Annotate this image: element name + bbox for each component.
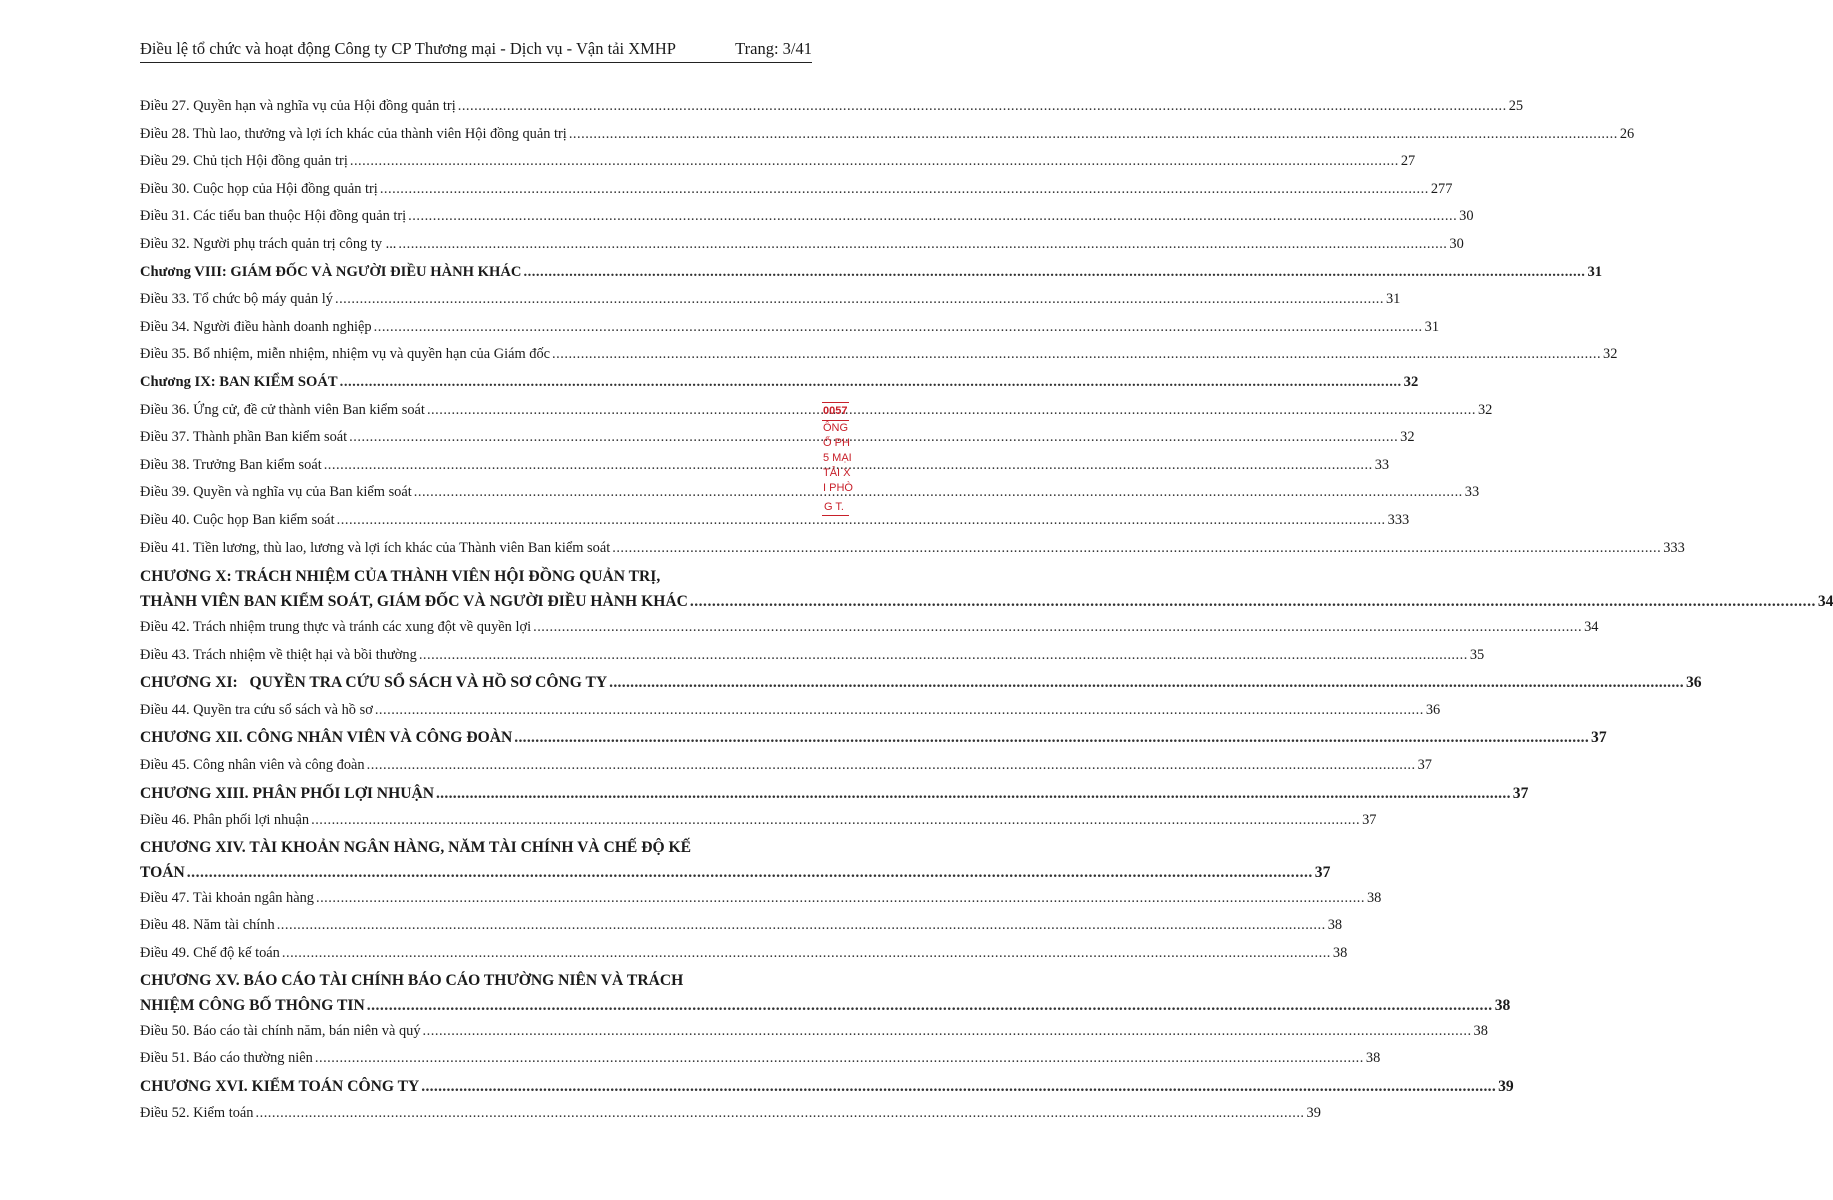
toc-entry-label: Điều 52. Kiểm toán [140,1105,254,1122]
toc-entry-label: Điều 28. Thù lao, thưởng và lợi ích khác của thành viên Hội đồng quản trị [140,125,567,142]
toc-chapter-label: CHƯƠNG XII. CÔNG NHÂN VIÊN VÀ CÔNG ĐOÀN [140,729,513,747]
toc-entry-page: 31 [1385,291,1401,308]
toc-entry-page: 38 [1332,945,1348,962]
leader-dots [427,397,1476,425]
toc-chapter-entry[interactable] [140,968,1511,1018]
company-stamp [822,402,853,532]
toc-entry-page: 333 [1387,511,1410,528]
toc-entry-page: 333 [1663,539,1685,556]
leader-dots [423,1018,1472,1046]
leader-dots [350,148,1399,176]
toc-chapter-label-line1: CHƯƠNG XIV. TÀI KHOẢN NGÂN HÀNG, NĂM TÀI CHÍNH VÀ CHẾ ĐỘ KẾ [140,838,692,856]
leader-dots [282,940,1331,968]
toc-entry[interactable] [140,314,1440,342]
toc-entry[interactable] [140,885,1382,913]
toc-entry-page: 32 [1400,429,1415,446]
stamp-text: Ổ PH [823,437,850,449]
leader-dots [552,341,1601,369]
leader-dots [414,479,1463,507]
leader-dots [337,507,1386,535]
toc-entry-label: Điều 45. Công nhân viên và công đoàn [140,757,365,774]
leader-dots [256,1100,1305,1128]
leader-dots [316,885,1365,913]
toc-entry-page: 30 [1449,235,1464,252]
toc-entry-page: 36 [1425,701,1441,718]
toc-chapter-label: THÀNH VIÊN BAN KIỂM SOÁT, GIÁM ĐỐC VÀ NGƯỜI ĐIỀU HÀNH KHÁC [140,593,688,611]
toc-entry[interactable] [140,148,1416,176]
leader-dots [408,203,1457,231]
toc-entry-label: Điều 30. Cuộc họp của Hội đồng quản trị [140,180,378,197]
toc-entry-label: Điều 49. Chế độ kế toán [140,945,280,962]
toc-entry-label: Điều 47. Tài khoản ngân hàng [140,889,314,906]
toc-chapter-label-line1: CHƯƠNG XV. BÁO CÁO TÀI CHÍNH BÁO CÁO THƯỜNG NIÊN VÀ TRÁCH [140,971,684,989]
leader-dots [612,535,1661,563]
toc-entry[interactable] [140,535,1685,563]
toc-entry-page: 38 [1473,1022,1488,1039]
leader-dots [367,993,1493,1018]
toc-chapter-label: Chương VIII: GIÁM ĐỐC VÀ NGƯỜI ĐIỀU HÀNH KHÁC [140,263,522,280]
toc-chapter-entry[interactable] [140,724,1607,752]
toc-chapter-entry[interactable] [140,669,1702,697]
toc-entry-page: 39 [1306,1105,1321,1122]
toc-entry-page: 38 [1494,996,1511,1014]
leader-dots [375,697,1424,725]
toc-entry[interactable] [140,176,1453,204]
toc-entry-page: 32 [1403,373,1419,390]
toc-entry-label: Điều 29. Chủ tịch Hội đồng quản trị [140,153,348,170]
toc-entry-label: Điều 41. Tiền lương, thù lao, lương và lợi ích khác của Thành viên Ban kiểm soát [140,539,611,556]
toc-entry-page: 31 [1587,263,1603,280]
toc-entry-page: 27 [1400,153,1416,170]
toc-entry[interactable] [140,807,1377,835]
leader-dots [398,231,1447,259]
toc-entry-label: Điều 39. Quyền và nghĩa vụ của Ban kiểm soát [140,484,412,501]
leader-dots [609,669,1684,697]
toc-entry[interactable] [140,93,1524,121]
toc-entry[interactable] [140,912,1343,940]
toc-entry-label: Điều 35. Bổ nhiệm, miễn nhiệm, nhiệm vụ và quyền hạn của Giám đốc [140,346,551,363]
toc-chapter-entry[interactable] [140,259,1603,287]
toc-entry-page: 33 [1374,456,1390,473]
leader-dots [419,642,1468,670]
stamp-text: 0057 [822,402,849,421]
toc-chapter-label: TOÁN [140,863,185,881]
page-number: Trang: 3/41 [735,39,812,58]
toc-entry-page: 31 [1424,318,1440,335]
toc-entry-label: Điều 50. Báo cáo tài chính năm, bán niên và quý [140,1022,421,1039]
toc-entry-page: 32 [1477,401,1493,418]
toc-entry[interactable] [140,286,1401,314]
toc-entry-page: 32 [1603,346,1618,363]
toc-entry-page: 34 [1584,619,1599,636]
toc-entry[interactable] [140,642,1485,670]
toc-entry-page: 37 [1362,812,1377,829]
toc-entry[interactable] [140,1018,1488,1046]
leader-dots [187,860,1313,885]
leader-dots [514,724,1589,752]
toc-entry[interactable] [140,1100,1321,1128]
leader-dots [523,259,1585,287]
leader-dots [315,1045,1364,1073]
toc-chapter-entry[interactable] [140,780,1529,808]
toc-entry-label: Điều 40. Cuộc họp Ban kiểm soát [140,511,335,528]
toc-entry-label: Điều 51. Báo cáo thường niên [140,1050,313,1067]
toc-chapter-label: CHƯƠNG XVI. KIỂM TOÁN CÔNG TY [140,1077,420,1095]
toc-entry-label: Điều 37. Thành phần Ban kiểm soát [140,429,348,446]
leader-dots [340,369,1402,397]
toc-entry-label: Điều 27. Quyền hạn và nghĩa vụ của Hội đồng quản trị [140,98,456,114]
leader-dots [569,121,1618,149]
toc-entry-label: Điều 31. Các tiểu ban thuộc Hội đồng quản trị [140,208,407,225]
toc-chapter-label: NHIỆM CÔNG BỐ THÔNG TIN [140,996,365,1014]
leader-dots [349,424,1398,452]
toc-entry-page: 277 [1430,180,1453,197]
toc-entry-page: 30 [1459,208,1474,225]
toc-entry-page: 37 [1417,757,1432,774]
toc-entry[interactable] [140,1045,1381,1073]
toc-entry-page: 39 [1498,1077,1514,1095]
toc-entry[interactable] [140,940,1348,968]
toc-entry-page: 36 [1685,674,1702,692]
toc-entry-page: 33 [1464,484,1480,501]
stamp-text: G T. [822,500,849,516]
toc-entry[interactable] [140,752,1432,780]
toc-entry-page: 38 [1365,1050,1381,1067]
stamp-text: 5 MẠI [823,452,852,464]
toc-entry-label: Điều 36. Ứng cử, đề cử thành viên Ban kiểm soát [140,401,425,418]
leader-dots [367,752,1416,780]
toc-entry[interactable] [140,697,1441,725]
toc-entry-label: Điều 48. Năm tài chính [140,917,275,934]
toc-entry-label: Điều 42. Trách nhiệm trung thực và tránh các xung đột về quyền lợi [140,619,532,636]
stamp-text: ÔNG [823,422,849,434]
toc-entry-label: Điều 44. Quyền tra cứu sổ sách và hồ sơ [140,701,373,718]
toc-chapter-entry[interactable] [140,835,1331,885]
toc-entry-page: 26 [1619,125,1635,142]
leader-dots [277,912,1326,940]
toc-chapter-entry[interactable] [140,1073,1514,1101]
toc-entry[interactable] [140,231,1464,259]
toc-entry-label: Điều 38. Trưởng Ban kiểm soát [140,456,322,473]
leader-dots [458,93,1507,121]
toc-entry-page: 34 [1817,593,1833,611]
document-title: Điều lệ tổ chức và hoạt động Công ty CP Thương mại - Dịch vụ - Vận tải XMHP [140,39,676,58]
leader-dots [436,780,1511,808]
leader-dots [335,286,1384,314]
toc-entry-page: 38 [1327,917,1343,934]
toc-entry-label: Điều 46. Phân phối lợi nhuận [140,812,310,829]
toc-entry-label: Điều 43. Trách nhiệm về thiệt hại và bồi thường [140,646,417,663]
leader-dots [421,1073,1496,1101]
toc-chapter-entry[interactable] [140,369,1419,397]
toc-chapter-label: CHƯƠNG XI: QUYỀN TRA CỨU SỔ SÁCH VÀ HỒ SƠ CÔNG TY [140,674,608,692]
stamp-text: TẢI X [823,467,851,479]
toc-chapter-entry[interactable] [140,564,1833,614]
toc-entry-page: 25 [1508,98,1524,114]
toc-chapter-label: Chương IX: BAN KIỂM SOÁT [140,373,338,390]
toc-entry[interactable] [140,341,1618,369]
toc-entry-label: Điều 32. Người phụ trách quản trị công ty ... [140,235,397,252]
toc-chapter-label-line1: CHƯƠNG X: TRÁCH NHIỆM CỦA THÀNH VIÊN HỘI ĐỒNG QUẢN TRỊ, [140,568,661,586]
toc-entry-page: 35 [1469,646,1485,663]
toc-entry-page: 38 [1366,889,1382,906]
toc-entry-page: 37 [1314,863,1331,881]
toc-entry-page: 37 [1591,729,1607,747]
leader-dots [374,314,1423,342]
toc-chapter-label: CHƯƠNG XIII. PHÂN PHỐI LỢI NHUẬN [140,784,434,802]
toc-entry[interactable] [140,121,1635,149]
leader-dots [533,614,1582,642]
page-header [140,38,812,63]
stamp-text: I PHÒ [823,482,853,494]
toc-entry[interactable] [140,203,1474,231]
leader-dots [311,807,1360,835]
toc-entry-label: Điều 34. Người điều hành doanh nghiệp [140,318,372,335]
toc-entry[interactable] [140,614,1599,642]
toc-entry-page: 37 [1512,784,1529,802]
leader-dots [380,176,1429,204]
leader-dots [690,589,1816,614]
toc-entry-label: Điều 33. Tổ chức bộ máy quản lý [140,291,333,308]
